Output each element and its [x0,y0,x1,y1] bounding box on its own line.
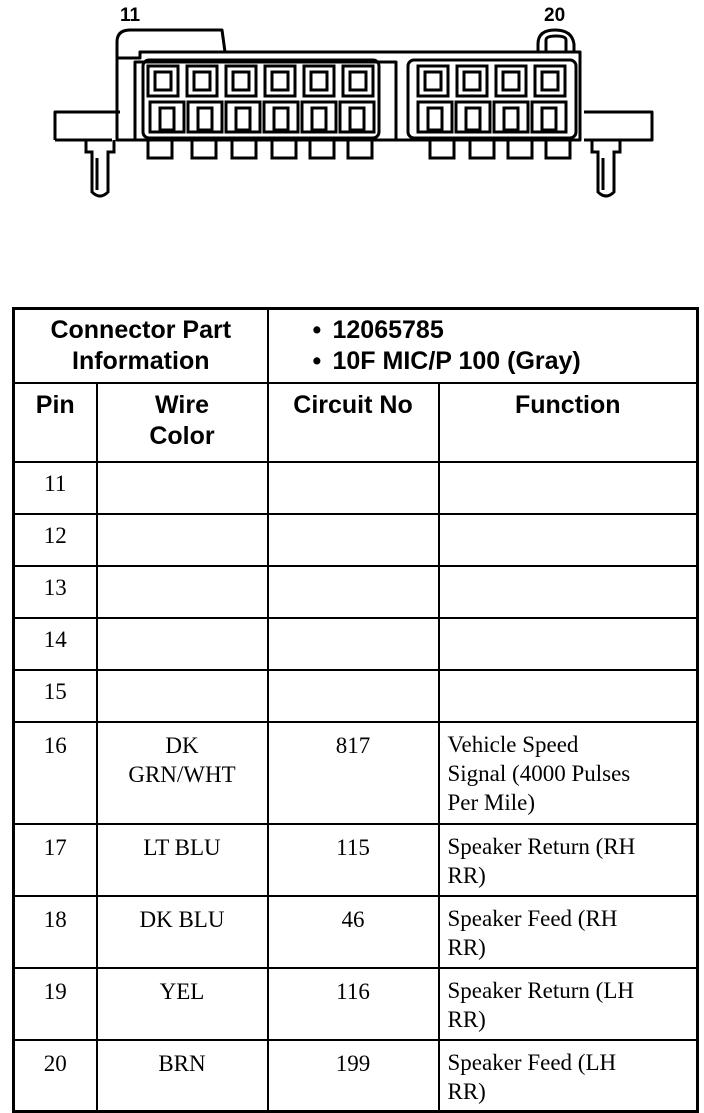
connector-drawing [0,0,704,240]
table-row [14,1040,698,1112]
pin-20-label: 20 [544,5,566,26]
pin-cell: 19 [14,968,97,1040]
wire-color-cell [97,566,268,618]
circuit-no-cell [268,670,439,722]
wire-color-cell: DK GRN/WHT [97,722,268,824]
part-number: • 12065785 [312,316,444,344]
function-cell [439,670,698,722]
function-column-header: Function [439,383,698,462]
connector-description: • 10F MIC/P 100 (Gray) [312,347,581,375]
part-info-row [14,309,698,383]
circuit-no-cell [268,566,439,618]
wire-color-cell: BRN [97,1040,268,1112]
pin-cell: 17 [14,824,97,896]
pin-column-header: Pin [14,383,97,462]
circuit-no-cell: 115 [268,824,439,896]
table-row [14,514,698,566]
pin-cell: 20 [14,1040,97,1112]
circuit-no-column-header: Circuit No [268,383,439,462]
wire-color-cell [97,670,268,722]
part-info-label: Connector Part Information [14,309,268,383]
table-row [14,566,698,618]
pin-cell: 15 [14,670,97,722]
wire-color-cell: DK BLU [97,896,268,968]
wire-color-column-header: Wire Color [97,383,268,462]
wire-color-cell: LT BLU [97,824,268,896]
function-cell [439,514,698,566]
function-cell: Speaker Return (LH RR) [439,968,698,1040]
pin-cell: 16 [14,722,97,824]
circuit-no-cell: 116 [268,968,439,1040]
table-row [14,824,698,896]
connector-diagram [0,0,704,240]
circuit-no-cell [268,462,439,514]
table-row [14,968,698,1040]
column-header-row [14,383,698,462]
wire-color-cell: YEL [97,968,268,1040]
wire-color-cell [97,462,268,514]
function-cell [439,618,698,670]
function-cell: Speaker Feed (RH RR) [439,896,698,968]
table-row [14,670,698,722]
pin-cell: 11 [14,462,97,514]
function-cell: Speaker Feed (LH RR) [439,1040,698,1112]
wire-color-cell [97,618,268,670]
table-row [14,896,698,968]
table-row [14,722,698,824]
function-cell [439,566,698,618]
wire-color-cell [97,514,268,566]
circuit-no-cell [268,618,439,670]
circuit-no-cell: 46 [268,896,439,968]
part-info-values [268,309,698,383]
connector-table [12,307,699,1113]
pin-cell: 18 [14,896,97,968]
pin-11-label: 11 [120,5,141,26]
function-cell: Vehicle Speed Signal (4000 Pulses Per Mile) [439,722,698,824]
circuit-no-cell [268,514,439,566]
circuit-no-cell: 199 [268,1040,439,1112]
table-row [14,618,698,670]
circuit-no-cell: 817 [268,722,439,824]
pin-cell: 12 [14,514,97,566]
pin-cell: 14 [14,618,97,670]
function-cell [439,462,698,514]
pin-cell: 13 [14,566,97,618]
table-row [14,462,698,514]
function-cell: Speaker Return (RH RR) [439,824,698,896]
